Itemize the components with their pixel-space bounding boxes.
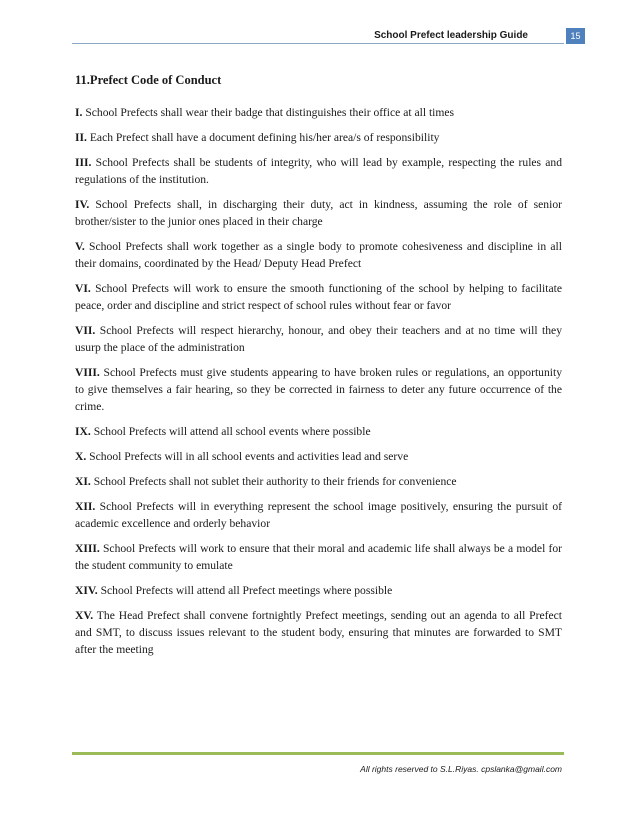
- rule-number: XII.: [75, 500, 96, 513]
- code-of-conduct-list: [75, 104, 562, 666]
- rule-text: School Prefects shall wear their badge that distinguishes their office at all times: [82, 106, 455, 119]
- rule-number: IX.: [75, 425, 91, 438]
- rule-number: XV.: [75, 609, 94, 622]
- rule-item: [75, 473, 562, 490]
- footer-copyright: All rights reserved to S.L.Riyas. cpslanka@gmail.com: [360, 764, 562, 774]
- rule-text: School Prefects shall not sublet their authority to their friends for convenience: [90, 475, 457, 488]
- rule-text: School Prefects will respect hierarchy, honour, and obey their teachers and at no time will they usurp the place of the administration: [75, 324, 562, 354]
- rule-text: School Prefects will in all school events and activities lead and serve: [86, 450, 409, 463]
- rule-item: [75, 582, 562, 599]
- footer-divider: [72, 752, 564, 755]
- rule-text: Each Prefect shall have a document defining his/her area/s of responsibility: [86, 131, 440, 144]
- rule-item: [75, 280, 562, 314]
- rule-item: [75, 448, 562, 465]
- rule-number: XIV.: [75, 584, 98, 597]
- rule-item: [75, 322, 562, 356]
- rule-number: I.: [75, 106, 83, 119]
- rule-item: [75, 498, 562, 532]
- rule-text: School Prefects shall, in discharging their duty, act in kindness, assuming the role of senior brother/sister to the junior ones placed in their charge: [75, 198, 562, 228]
- rule-text: School Prefects shall be students of integrity, who will lead by example, respecting the rules and regulations of the institution.: [75, 156, 562, 186]
- rule-text: School Prefects will in everything represent the school image positively, ensuring the pursuit of academic excellence and orderly behavior: [75, 500, 562, 530]
- rule-number: X.: [75, 450, 87, 463]
- rule-item: [75, 607, 562, 658]
- rule-number: V.: [75, 240, 85, 253]
- header-divider: [72, 43, 564, 44]
- rule-item: [75, 104, 562, 121]
- rule-number: XI.: [75, 475, 91, 488]
- rule-number: XIII.: [75, 542, 100, 555]
- rule-number: VI.: [75, 282, 91, 295]
- rule-number: IV.: [75, 198, 90, 211]
- header-title: School Prefect leadership Guide: [374, 30, 528, 41]
- rule-text: School Prefects must give students appearing to have broken rules or regulations, an opportunity to give themselves a fair hearing, so they be corrected in fairness to deter any future occurrence of the crime.: [75, 366, 562, 413]
- rule-item: [75, 423, 562, 440]
- rule-text: School Prefects will work to ensure the smooth functioning of the school by helping to facilitate peace, order and discipline and strict respect of school rules without fear or favor: [75, 282, 562, 312]
- rule-item: [75, 238, 562, 272]
- rule-number: VIII.: [75, 366, 100, 379]
- rule-text: School Prefects will attend all school events where possible: [90, 425, 371, 438]
- rule-item: [75, 540, 562, 574]
- rule-item: [75, 364, 562, 415]
- rule-text: The Head Prefect shall convene fortnightly Prefect meetings, sending out an agenda to all Prefect and SMT, to discuss issues relevant to the student body, ensuring that minutes are forwarded to SMT after the meeting: [75, 609, 562, 656]
- page-number: 15: [566, 28, 585, 44]
- rule-item: [75, 196, 562, 230]
- rule-text: School Prefects will attend all Prefect meetings where possible: [97, 584, 393, 597]
- rule-text: School Prefects shall work together as a single body to promote cohesiveness and discipline in all their domains, coordinated by the Head/ Deputy Head Prefect: [75, 240, 562, 270]
- rule-number: II.: [75, 131, 87, 144]
- section-heading: 11.Prefect Code of Conduct: [75, 73, 222, 87]
- rule-item: [75, 154, 562, 188]
- rule-text: School Prefects will work to ensure that their moral and academic life shall always be a model for the student community to emulate: [75, 542, 562, 572]
- rule-item: [75, 129, 562, 146]
- rule-number: VII.: [75, 324, 96, 337]
- rule-number: III.: [75, 156, 92, 169]
